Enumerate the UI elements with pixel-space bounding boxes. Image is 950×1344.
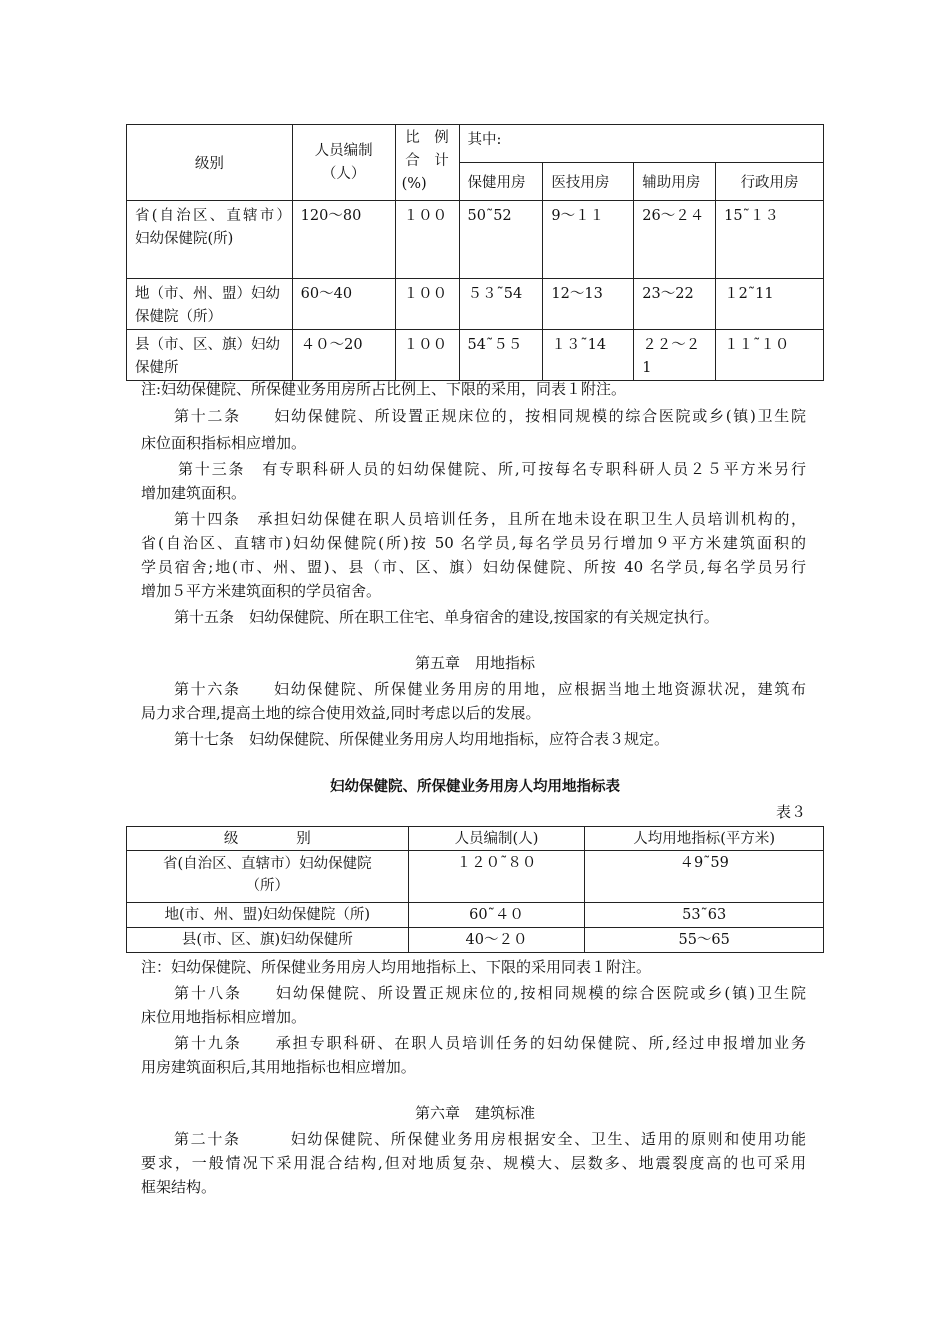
table3-title: 妇幼保健院、所保健业务用房人均用地指标表 [330, 779, 620, 795]
article-15: 第十五条 妇幼保健院、所在职工住宅、单身宿舍的建设,按国家的有关规定执行。 [174, 608, 719, 626]
article-20-line3: 框架结构。 [141, 1178, 217, 1196]
article-18-line1: 第十八条 妇幼保健院、所设置正规床位的,按相同规模的综合医院或乡(镇)卫生院 [174, 984, 806, 1002]
header-col-admin: 行政用房 [716, 163, 824, 201]
row-level: 地（市、州、盟）妇幼保健院（所） [127, 279, 293, 330]
row-ratio: １００ [395, 330, 459, 381]
row-aux: 26～２４ [634, 201, 716, 279]
header-col-aux: 辅助用房 [634, 163, 716, 201]
header-area: 人均用地指标(平方米) [585, 827, 824, 851]
table-row [127, 903, 824, 928]
row-health: ５３˜54 [459, 279, 543, 330]
article-14-line2: 省(自治区、直辖市)妇幼保健院(所)按 50 名学员,每名学员另行增加９平方米建筑面积的 [141, 534, 806, 552]
table3-label: 表３ [776, 803, 807, 821]
header-of-which: 其中: [459, 125, 824, 163]
row-area: 53˜63 [585, 903, 824, 928]
row-health: 54˜５５ [459, 330, 543, 381]
header-col-medtech: 医技用房 [543, 163, 634, 201]
row-level: 县（市、区、旗）妇幼保健所 [127, 330, 293, 381]
row-level: 县(市、区、旗)妇幼保健所 [127, 928, 409, 953]
article-19-line1: 第十九条 承担专职科研、在职人员培训任务的妇幼保健院、所,经过申报增加业务 [174, 1034, 806, 1052]
header-level: 级别 [127, 125, 293, 201]
header-ratio: 比 例 合 计 (%) [395, 125, 459, 201]
article-12-line1: 第十二条 妇幼保健院、所设置正规床位的，按相同规模的综合医院或乡(镇)卫生院 [174, 407, 806, 425]
article-16-line2: 局力求合理,提高土地的综合使用效益,同时考虑以后的发展。 [141, 704, 541, 722]
table-row [127, 928, 824, 953]
floor-area-ratio-table [126, 124, 824, 381]
chapter-6-heading: 第六章 建筑标准 [414, 1104, 535, 1122]
row-aux: ２２～２1 [634, 330, 716, 381]
article-14-line3: 学员宿舍;地(市、州、盟)、县（市、区、旗）妇幼保健院、所按 40 名学员,每名学员另行 [141, 558, 806, 576]
article-18-line2: 床位用地指标相应增加。 [141, 1008, 307, 1026]
row-area: ４9˜59 [585, 851, 824, 903]
land-use-index-table [126, 826, 824, 953]
row-staff: ４０～20 [292, 330, 395, 381]
chapter-5-heading: 第五章 用地指标 [414, 654, 535, 672]
article-13-line1: 第十三条 有专职科研人员的妇幼保健院、所,可按每名专职科研人员２５平方米另行 [178, 460, 806, 478]
row-level: 地(市、州、盟)妇幼保健院（所) [127, 903, 409, 928]
row-admin: １１˜１０ [716, 330, 824, 381]
header-col-health: 保健用房 [459, 163, 543, 201]
article-16-line1: 第十六条 妇幼保健院、所保健业务用房的用地，应根据当地土地资源状况，建筑布 [174, 680, 806, 698]
table-row [127, 851, 824, 903]
article-20-line2: 要求，一般情况下采用混合结构,但对地质复杂、规模大、层数多、地震裂度高的也可采用 [141, 1154, 806, 1172]
article-14-line4: 增加５平方米建筑面积的学员宿舍。 [141, 582, 382, 600]
article-20-line1: 第二十条 妇幼保健院、所保健业务用房根据安全、卫生、适用的原则和使用功能 [174, 1130, 806, 1148]
table1-note: 注:妇幼保健院、所保健业务用房所占比例上、下限的采用，同表１附注。 [141, 380, 627, 398]
article-19-line2: 用房建筑面积后,其用地指标也相应增加。 [141, 1058, 416, 1076]
article-14-line1: 第十四条 承担妇幼保健在职人员培训任务，且所在地未设在职卫生人员培训机构的， [174, 510, 806, 528]
row-aux: 23～22 [634, 279, 716, 330]
header-staff: 人员编制（人） [292, 125, 395, 201]
row-health: 50˜52 [459, 201, 543, 279]
row-staff: 60～40 [292, 279, 395, 330]
table-row [127, 279, 824, 330]
row-area: 55～65 [585, 928, 824, 953]
row-staff: 40～２０ [408, 928, 585, 953]
row-staff: 60˜４０ [408, 903, 585, 928]
row-admin: １2˜11 [716, 279, 824, 330]
row-level: 省(自治区、直辖市） 妇幼保健院(所) [127, 201, 293, 279]
article-17: 第十七条 妇幼保健院、所保健业务用房人均用地指标，应符合表３规定。 [174, 730, 670, 748]
row-medtech: 12～13 [543, 279, 634, 330]
table3-note: 注：妇幼保健院、所保健业务用房人均用地指标上、下限的采用同表１附注。 [141, 958, 652, 976]
table-row [127, 201, 824, 279]
row-admin: 15˜１３ [716, 201, 824, 279]
table-row [127, 330, 824, 381]
header-staff: 人员编制(人) [408, 827, 585, 851]
row-ratio: １００ [395, 201, 459, 279]
row-medtech: 9～１１ [543, 201, 634, 279]
row-level: 省(自治区、直辖市）妇幼保健院（所） [127, 851, 409, 903]
row-staff: １２０˜８０ [408, 851, 585, 903]
row-ratio: １００ [395, 279, 459, 330]
row-staff: 120～80 [292, 201, 395, 279]
row-medtech: １３˜14 [543, 330, 634, 381]
article-12-line2: 床位面积指标相应增加。 [141, 434, 307, 452]
header-level: 级 别 [127, 827, 409, 851]
article-13-line2: 增加建筑面积。 [141, 484, 247, 502]
